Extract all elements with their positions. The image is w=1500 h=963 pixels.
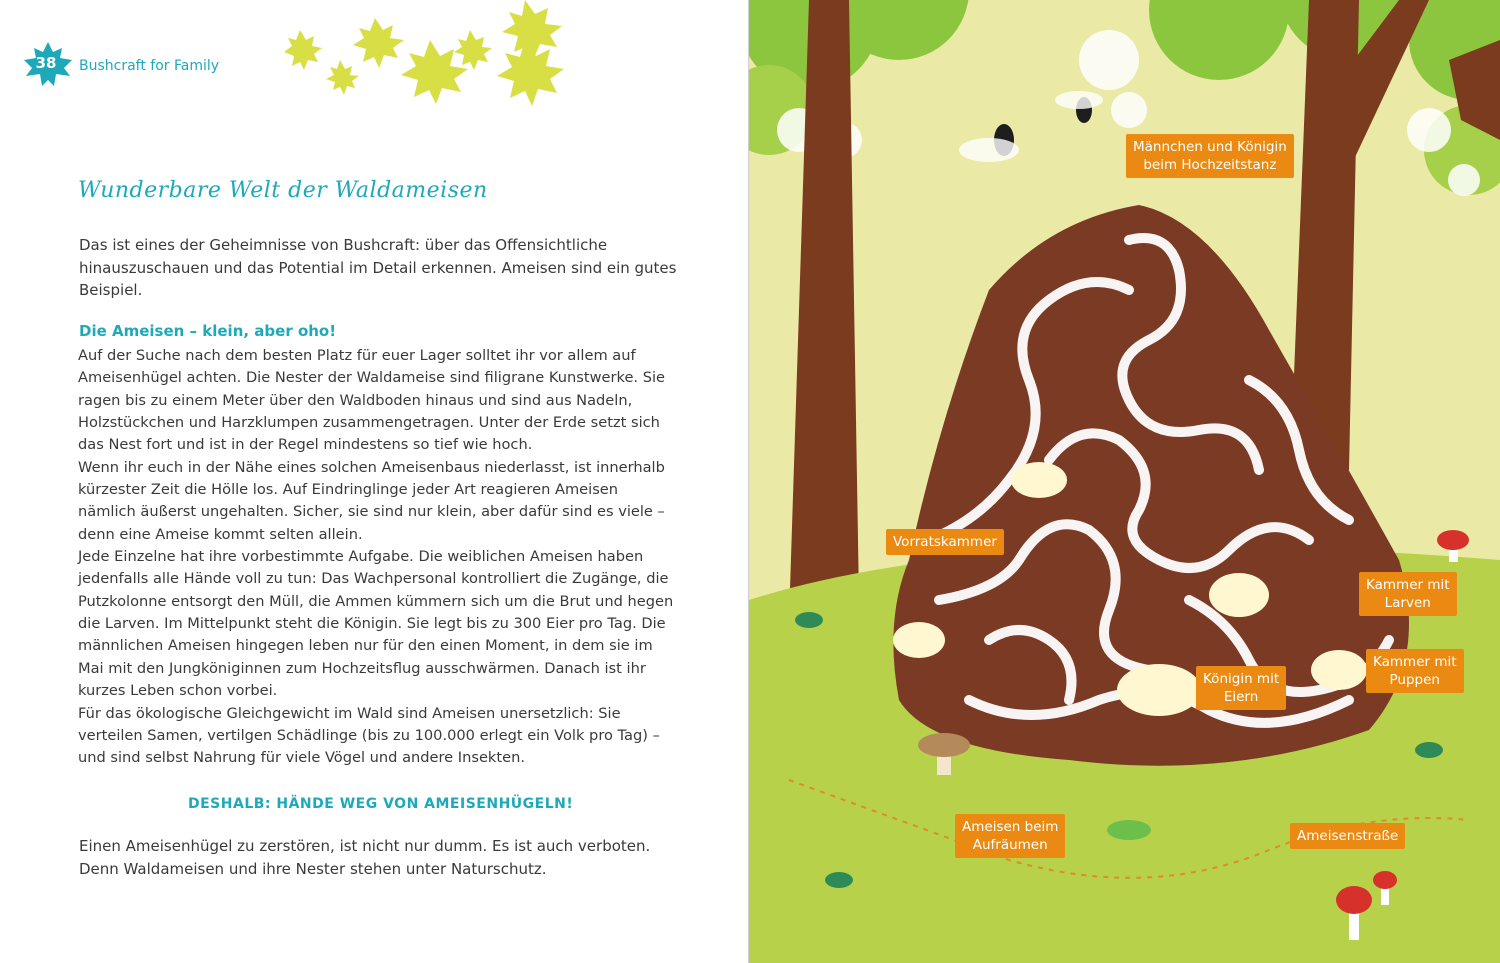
body-paragraph: Auf der Suche nach dem besten Platz für euer Lager solltet ihr vor allem auf Ameisenhügel achten. Die Nester der Waldameise sind filigrane Kunstwerke. Sie ragen bis zu einem Meter über den Waldboden hinaus und sind aus Nadeln, Holzstückchen und Harzklumpen zusammengetragen. Unter der Erde setzt sich das Nest fort und ist in der Regel mindestens so tief wie hoch. [78, 347, 665, 454]
subheading: Die Ameisen – klein, aber oho! [79, 322, 337, 340]
label-wedding-dance: Männchen und Königin beim Hochzeitstanz [1126, 134, 1294, 178]
closing-paragraph: Einen Ameisenhügel zu zerstören, ist nicht nur dumm. Es ist auch verboten. Denn Waldameisen und ihre Nester stehen unter Naturschutz. [79, 837, 651, 878]
body-text [78, 345, 678, 770]
label-storage-chamber: Vorratskammer [886, 529, 1004, 555]
body-paragraph: Wenn ihr euch in der Nähe eines solchen Ameisenbaus niederlasst, ist innerhalb kürzester Zeit die Hölle los. Auf Eindringlinge jeder Art reagieren Ameisen nämlich äußerst ungehalten. Sicher, sie sind nur klein, aber dafür sind es viele – denn eine Ameise kommt selten allein. [78, 458, 665, 543]
body-paragraph: Jede Einzelne hat ihre vorbestimmte Aufgabe. Die weiblichen Ameisen haben jedenfalls alle Hände voll zu tun: Das Wachpersonal kontrolliert die Zugänge, die Putzkolonne entsorgt den Müll, die Ammen kümmern sich um die Brut und hegen die Larven. Im Mittelpunkt steht die Königin. Sie legt bis zu 300 Eier pro Tag. Die männlichen Ameisen hingegen leben nur für den einen Moment, in dem sie im Mai mit den Jungköniginnen zum Hochzeitsflug ausschwärmen. Danach ist ihr kurzes Leben schon vorbei. [78, 548, 674, 700]
intro-paragraph: Das ist eines der Geheimnisse von Bushcraft: über das Offensichtliche hinauszuschauen und das Potential im Detail erkennen. Ameisen sind ein gutes Beispiel. [79, 236, 677, 299]
left-page [0, 0, 748, 963]
label-pupae-chamber: Kammer mit Puppen [1366, 649, 1464, 693]
label-ant-trail: Ameisenstraße [1290, 823, 1405, 849]
maple-leaves-decoration-icon [280, 0, 580, 120]
article-title: Wunderbare Welt der Waldameisen [78, 178, 488, 203]
label-ants-cleaning: Ameisen beim Aufräumen [955, 814, 1065, 858]
right-page [749, 0, 1500, 963]
ant-hill-illustration [749, 0, 1500, 963]
page-number: 38 [35, 54, 57, 72]
body-paragraph: Für das ökologische Gleichgewicht im Wald sind Ameisen unersetzlich: Sie verteilen Samen, vertilgen Schädlinge (bis zu 100.000 erlegt ein Volk pro Tag) – und sind selbst Nahrung für viele Vögel und andere Insekten. [78, 704, 660, 767]
running-head: Bushcraft for Family [79, 58, 220, 74]
label-queen-eggs: Königin mit Eiern [1196, 666, 1286, 710]
warning-heading: DESHALB: HÄNDE WEG VON AMEISENHÜGELN! [188, 796, 574, 812]
label-larvae-chamber: Kammer mit Larven [1359, 572, 1457, 616]
